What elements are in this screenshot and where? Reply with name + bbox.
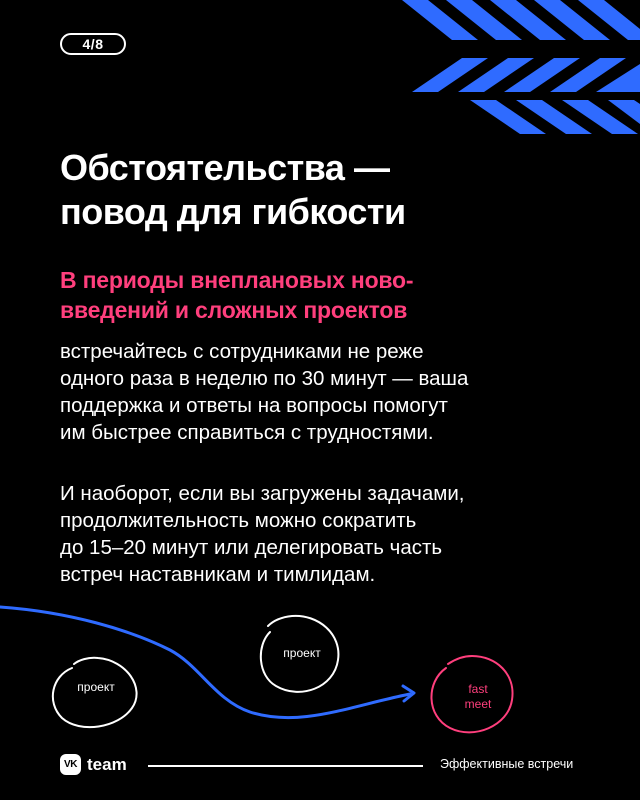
blue-stripes-decoration [0,0,640,140]
bubble-1-label: проект [77,680,115,694]
paragraph-1-line: одного раза в неделю по 30 минут — ваша [60,367,469,390]
subtitle-line-1: В периоды внеплановых ново- [60,267,414,293]
blue-flow-curve [0,607,410,718]
title-line-2: повод для гибкости [60,191,406,232]
paragraph-2-line: до 15–20 минут или делегировать часть [60,536,443,559]
bubble-3-line-1: fast [468,682,488,696]
page-counter-text: 4/8 [82,36,104,52]
paragraph-2-line: продолжительность можно сократить [60,509,417,532]
bubble-2-label: проект [283,646,321,660]
paragraph-1 [60,338,600,446]
footer-divider [148,765,423,767]
footer-caption: Эффективные встречи [440,757,574,771]
vk-team-logo [60,754,127,775]
paragraph-2-line: И наоборот, если вы загружены задачами, [60,482,465,505]
paragraph-2-line: встреч наставникам и тимлидам. [60,563,376,586]
logo-text: team [87,754,127,774]
bubble-3-label [450,682,506,712]
bubble-3-line-2: meet [464,697,492,711]
paragraph-1-line: поддержка и ответы на вопросы помогут [60,394,448,417]
title-line-1: Обстоятельства — [60,147,390,188]
paragraph-2 [60,480,600,588]
meeting-flow-diagram [0,590,640,740]
paragraph-1-line: встречайтесь с сотрудниками не реже [60,340,424,363]
vk-logo-icon: VK [60,754,81,775]
page-title [60,146,600,234]
paragraph-1-line: им быстрее справиться с трудностями. [60,421,434,444]
subtitle-line-2: введений и сложных проектов [60,297,408,323]
page-subtitle [60,265,600,325]
